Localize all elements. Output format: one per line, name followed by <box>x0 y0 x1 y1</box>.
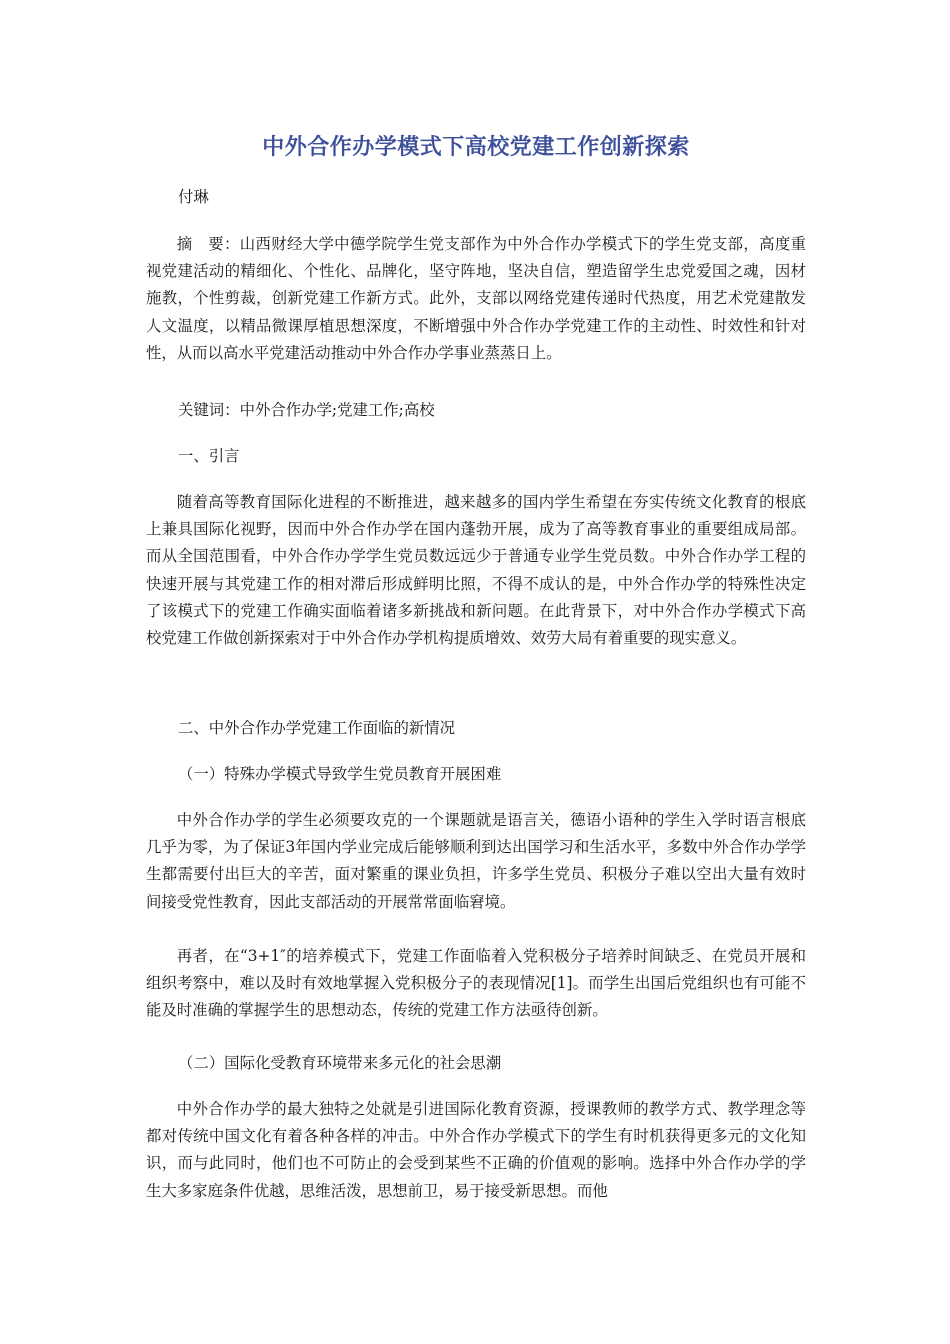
abstract: 摘 要：山西财经大学中德学院学生党支部作为中外合作办学模式下的学生党支部，高度重视党建活动的精细化、个性化、品牌化，坚守阵地，坚决自信，塑造留学生忠党爱国之魂，因材施教，个性剪裁，创新党建工作新方式。此外，支部以网络党建传递时代热度，用艺术党建散发人文温度，以精品微课厚植思想深度，不断增强中外合作办学党建工作的主动性、时效性和针对性，从而以高水平党建活动推动中外合作办学事业蒸蒸日上。 <box>146 235 806 362</box>
subsection-heading-2: （二）国际化受教育环境带来多元化的社会思潮 <box>178 1054 502 1072</box>
subsection-heading-1: （一）特殊办学模式导致学生党员教育开展困难 <box>178 765 502 783</box>
section-heading-2: 二、中外合作办学党建工作面临的新情况 <box>178 719 456 737</box>
subsection-1-paragraph-1: 中外合作办学的学生必须要攻克的一个课题就是语言关，德语小语种的学生入学时语言根底几乎为零，为了保证3年国内学业完成后能够顺利到达出国学习和生活水平，多数中外合作办学学生都需要付出巨大的辛苦，面对繁重的课业负担，许多学生党员、积极分子难以空出大量有效时间接受党性教育，因此支部活动的开展常常面临窘境。 <box>146 811 806 911</box>
section-heading-intro: 一、引言 <box>178 447 240 465</box>
author: 付琳 <box>178 188 209 206</box>
keywords: 关键词：中外合作办学;党建工作;高校 <box>178 401 435 419</box>
subsection-1-paragraph-2: 再者，在“3+1″的培养模式下，党建工作面临着入党积极分子培养时间缺乏、在党员开展和组织考察中，难以及时有效地掌握入党积极分子的表现情况[1]。而学生出国后党组织也有可能不能及时准确的掌握学生的思想动态，传统的党建工作方法亟待创新。 <box>146 947 806 1020</box>
intro-paragraph: 随着高等教育国际化进程的不断推进，越来越多的国内学生希望在夯实传统文化教育的根底上兼具国际化视野，因而中外合作办学在国内蓬勃开展，成为了高等教育事业的重要组成局部。而从全国范围看，中外合作办学学生党员数远远少于普通专业学生党员数。中外合作办学工程的快速开展与其党建工作的相对滞后形成鲜明比照，不得不成认的是，中外合作办学的特殊性决定了该模式下的党建工作确实面临着诸多新挑战和新问题。在此背景下，对中外合作办学模式下高校党建工作做创新探索对于中外合作办学机构提质增效、效劳大局有着重要的现实意义。 <box>146 493 806 648</box>
paper-title: 中外合作办学模式下高校党建工作创新探索 <box>262 135 690 160</box>
subsection-2-paragraph: 中外合作办学的最大独特之处就是引进国际化教育资源，授课教师的教学方式、教学理念等都对传统中国文化有着各种各样的冲击。中外合作办学模式下的学生有时机获得更多元的文化知识，而与此同时，他们也不可防止的会受到某些不正确的价值观的影响。选择中外合作办学的学生大多家庭条件优越，思维活泼，思想前卫，易于接受新思想。而他 <box>146 1100 806 1200</box>
